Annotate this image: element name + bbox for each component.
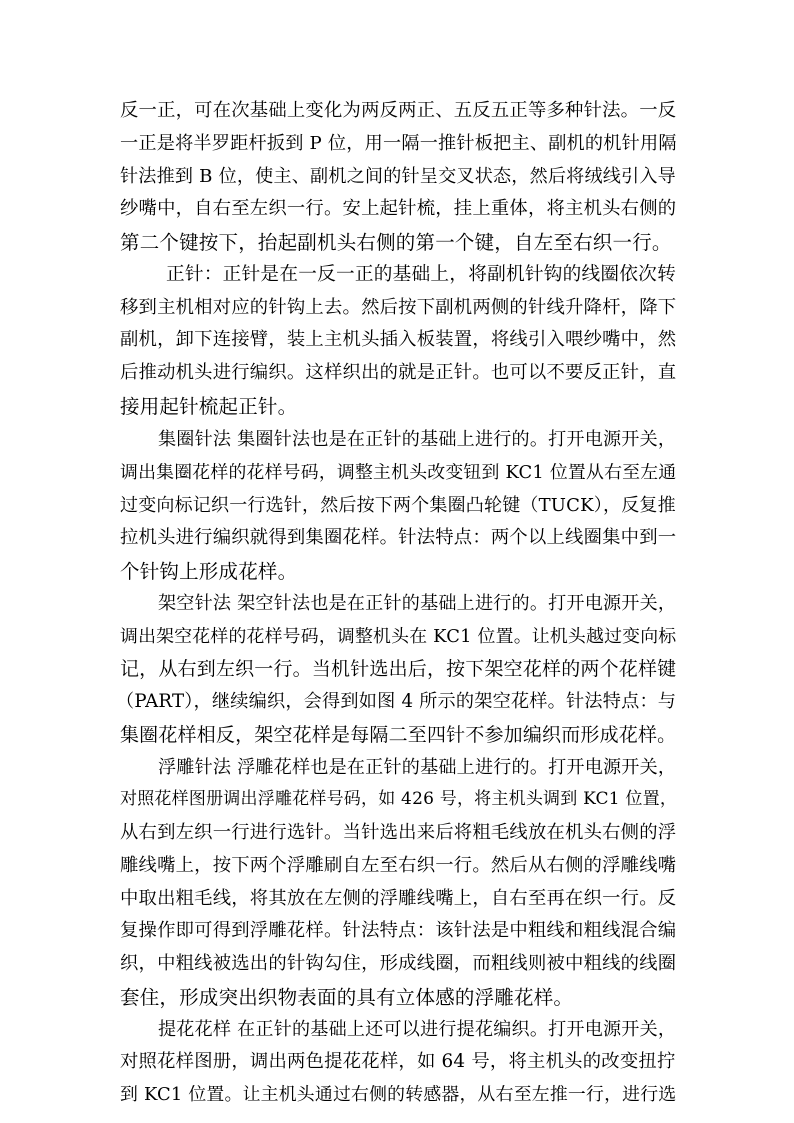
text-line: 正针：正针是在一反一正的基础上，将副机针钩的线圈依次转 bbox=[166, 264, 676, 285]
text-line: 后推动机头进行编织。这样织出的就是正针。也可以不要反正针，直 bbox=[120, 362, 677, 383]
text-line: 从右到左织一行进行选针。当针选出来后将粗毛线放在机头右侧的浮 bbox=[120, 822, 677, 843]
text-line: 中取出粗毛线，将其放在左侧的浮雕线嘴上，自右至再在织一行。反 bbox=[120, 888, 677, 909]
text-line: 复操作即可得到浮雕花样。针法特点：该针法是中粗线和粗线混合编 bbox=[120, 920, 677, 941]
text-line: 架空针法 架空针法也是在正针的基础上进行的。打开电源开关， bbox=[158, 593, 677, 614]
text-line: 接用起针梳起正针。 bbox=[120, 395, 298, 418]
text-line: 反一正，可在次基础上变化为两反两正、五反五正等多种针法。一反 bbox=[120, 100, 677, 121]
text-line: （PART），继续编织，会得到如图 4 所示的架空花样。针法特点：与 bbox=[116, 691, 677, 712]
text-line: 集圈针法 集圈针法也是在正针的基础上进行的。打开电源开关， bbox=[158, 429, 677, 450]
text-line: 拉机头进行编织就得到集圈花样。针法特点：两个以上线圈集中到一 bbox=[120, 527, 677, 548]
text-line: 第二个键按下，抬起副机头右侧的第一个键，自左至右织一行。 bbox=[120, 231, 672, 254]
text-line: 浮雕针法 浮雕花样也是在正针的基础上进行的。打开电源开关， bbox=[158, 757, 677, 778]
text-line: 雕线嘴上，按下两个浮雕刷自左至右织一行。然后从右侧的浮雕线嘴 bbox=[120, 855, 677, 876]
text-line: 套住，形成突出织物表面的具有立体感的浮雕花样。 bbox=[120, 986, 574, 1009]
text-line: 纱嘴中，自右至左织一行。安上起针梳，挂上重体，将主机头右侧的 bbox=[120, 198, 677, 219]
text-line: 调出集圈花样的花样号码，调整主机头改变钮到 KC1 位置从右至左通 bbox=[120, 462, 677, 483]
text-line: 调出架空花样的花样号码，调整机头在 KC1 位置。让机头越过变向标 bbox=[120, 626, 677, 647]
text-line: 对照花样图册，调出两色提花花样，如 64 号，将主机头的改变扭拧 bbox=[120, 1051, 676, 1072]
text-line: 个针钩上形成花样。 bbox=[120, 560, 298, 583]
text-line: 一正是将半罗距杆扳到 P 位，用一隔一推针板把主、副机的机针用隔 bbox=[120, 133, 677, 154]
text-line: 记，从右到左织一行。当机针选出后，按下架空花样的两个花样键 bbox=[120, 658, 677, 680]
text-line: 过变向标记织一行选针，然后按下两个集圈凸轮键（TUCK），反复推 bbox=[120, 495, 676, 516]
text-line: 织，中粗线被选出的针钩勾住，形成线圈，而粗线则被中粗线的线圈 bbox=[120, 953, 677, 974]
text-line: 副机，卸下连接臂，装上主机头插入板装置，将线引入喂纱嘴中，然 bbox=[120, 329, 677, 350]
text-line: 对照花样图册调出浮雕花样号码，如 426 号，将主机头调到 KC1 位置， bbox=[120, 789, 678, 809]
text-line: 针法推到 B 位，使主、副机之间的针呈交叉状态，然后将绒线引入导 bbox=[120, 166, 676, 187]
text-line: 移到主机相对应的针钩上去。然后按下副机两侧的针线升降杆，降下 bbox=[120, 297, 677, 318]
text-line: 提花花样 在正针的基础上还可以进行提花编织。打开电源开关， bbox=[158, 1019, 677, 1040]
text-line: 集圈花样相反，架空花样是每隔二至四针不参加编织而形成花样。 bbox=[120, 724, 677, 746]
text-line: 到 KC1 位置。让主机头通过右侧的转感器，从右至左推一行，进行选 bbox=[120, 1084, 677, 1105]
